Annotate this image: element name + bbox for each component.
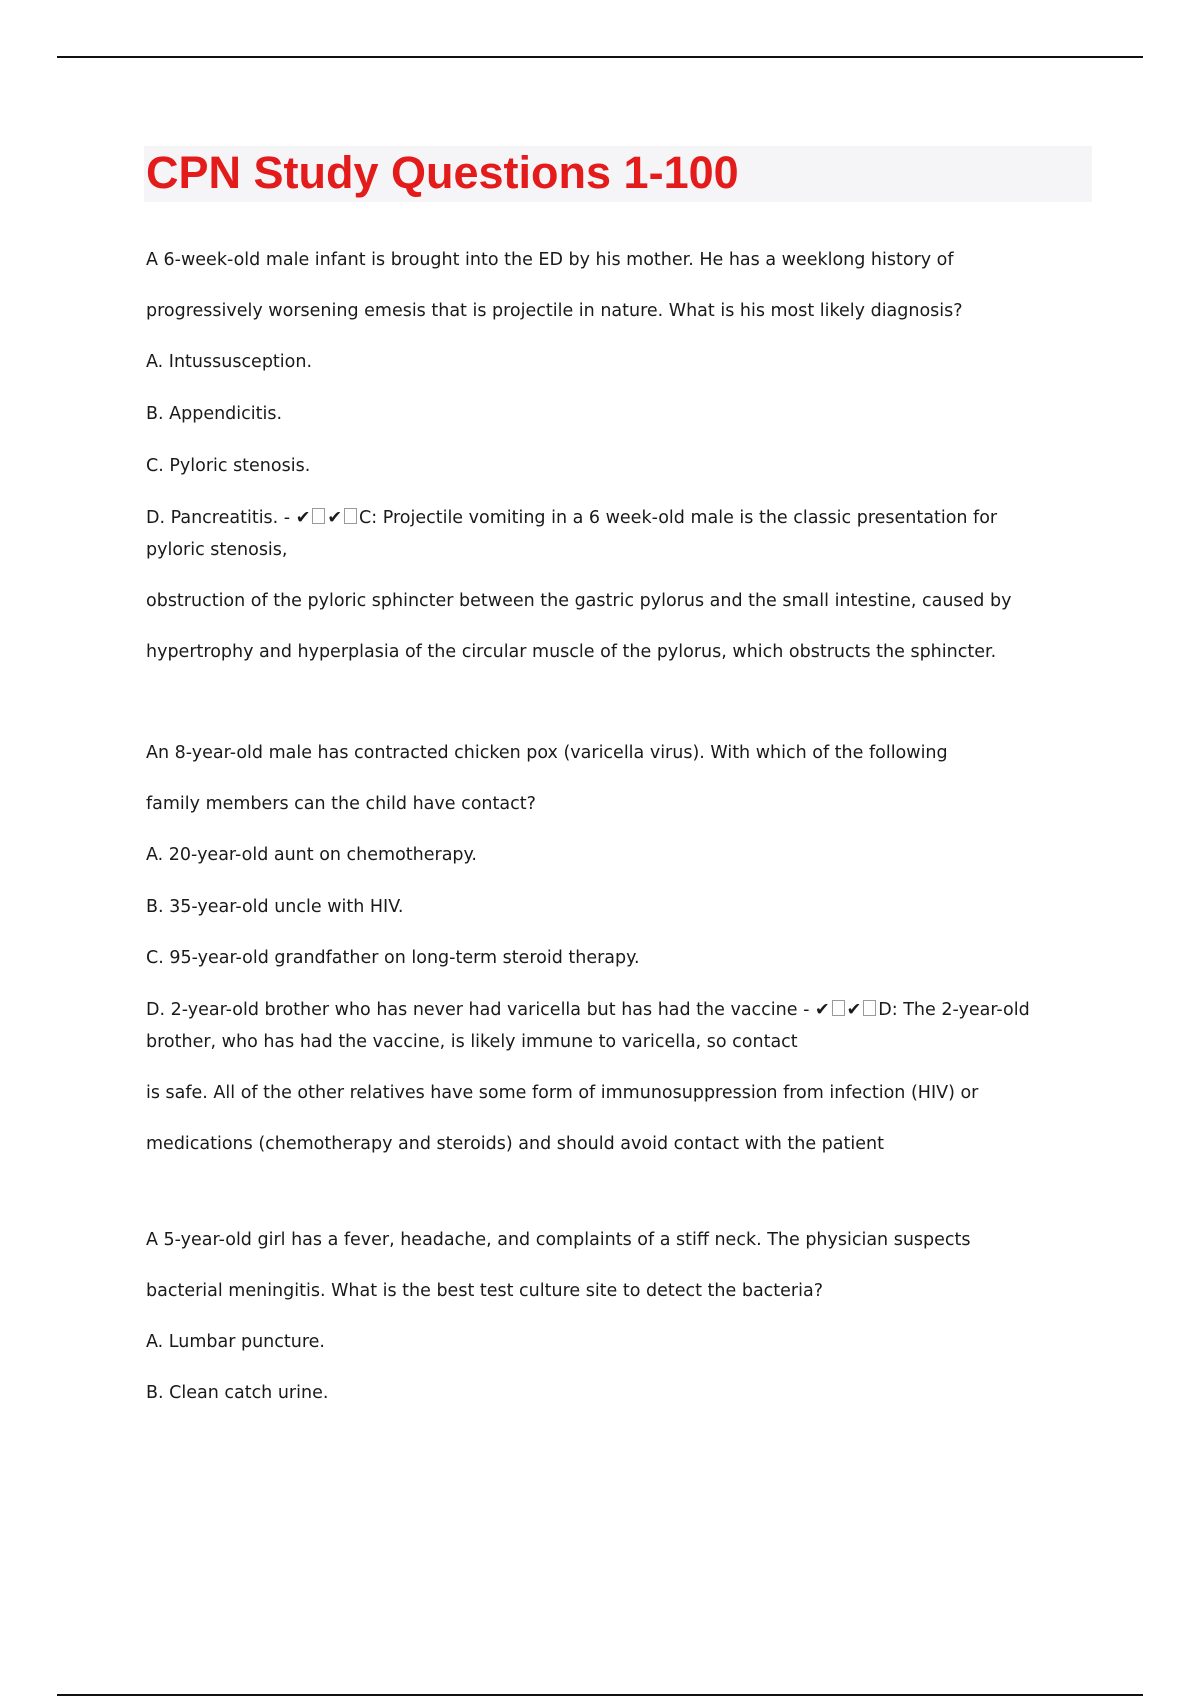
question-1-explanation-line-1: obstruction of the pyloric sphincter between the gastric pylorus and the small intestine, caused by [146,591,1012,611]
question-1-option-a: A. Intussusception. [146,352,313,372]
check-icon: ✔ [846,1000,862,1020]
question-1-option-c: C. Pyloric stenosis. [146,456,311,476]
questions-content [146,248,1086,1405]
box-icon [832,1000,845,1016]
check-icon: ✔ [814,1000,830,1020]
box-icon [344,508,357,524]
question-2-answer-head: D: The 2-year-old [878,1000,1030,1020]
question-2-option-b: B. 35-year-old uncle with HIV. [146,897,404,917]
question-2-explanation-line-1: is safe. All of the other relatives have some form of immunosuppression from infection (HIV) or [146,1083,979,1103]
question-2-answer-wrap: brother, who has had the vaccine, is likely immune to varicella, so contact [146,1032,798,1052]
question-1-option-b: B. Appendicitis. [146,404,283,424]
question-3 [146,1228,1086,1405]
question-2-explanation-line-2: medications (chemotherapy and steroids) and should avoid contact with the patient [146,1134,884,1154]
question-1 [146,248,1086,664]
question-1-answer-line [146,506,1086,530]
question-2-option-c: C. 95-year-old grandfather on long-term steroid therapy. [146,948,640,968]
question-1-option-d: D. Pancreatitis. - [146,508,296,528]
box-icon [863,1000,876,1016]
question-3-option-b: B. Clean catch urine. [146,1383,329,1403]
question-2-option-a: A. 20-year-old aunt on chemotherapy. [146,845,477,865]
question-2-answer-line [146,998,1086,1022]
question-1-answer-wrap: pyloric stenosis, [146,540,288,560]
question-1-explanation-line-2: hypertrophy and hyperplasia of the circular muscle of the pylorus, which obstructs the sphincter. [146,642,997,662]
question-2 [146,741,1086,1156]
question-2-stem-line-2: family members can the child have contact? [146,794,536,814]
question-3-stem-line-2: bacterial meningitis. What is the best test culture site to detect the bacteria? [146,1281,823,1301]
footer-rule [57,1694,1143,1696]
page-title: CPN Study Questions 1-100 [146,147,739,198]
question-3-option-a: A. Lumbar puncture. [146,1332,325,1352]
question-2-stem-line-1: An 8-year-old male has contracted chicken pox (varicella virus). With which of the following [146,743,948,763]
question-1-stem-line-2: progressively worsening emesis that is projectile in nature. What is his most likely diagnosis? [146,301,963,321]
question-1-stem-line-1: A 6-week-old male infant is brought into the ED by his mother. He has a weeklong history of [146,250,954,270]
question-2-option-d: D. 2-year-old brother who has never had varicella but has had the vaccine - [146,1000,815,1020]
question-1-answer-head: C: Projectile vomiting in a 6 week-old male is the classic presentation for [359,508,998,528]
header-rule [57,56,1143,58]
check-icon: ✔ [295,508,311,528]
check-icon: ✔ [327,508,343,528]
question-3-stem-line-1: A 5-year-old girl has a fever, headache, and complaints of a stiff neck. The physician suspects [146,1230,971,1250]
box-icon [312,508,325,524]
